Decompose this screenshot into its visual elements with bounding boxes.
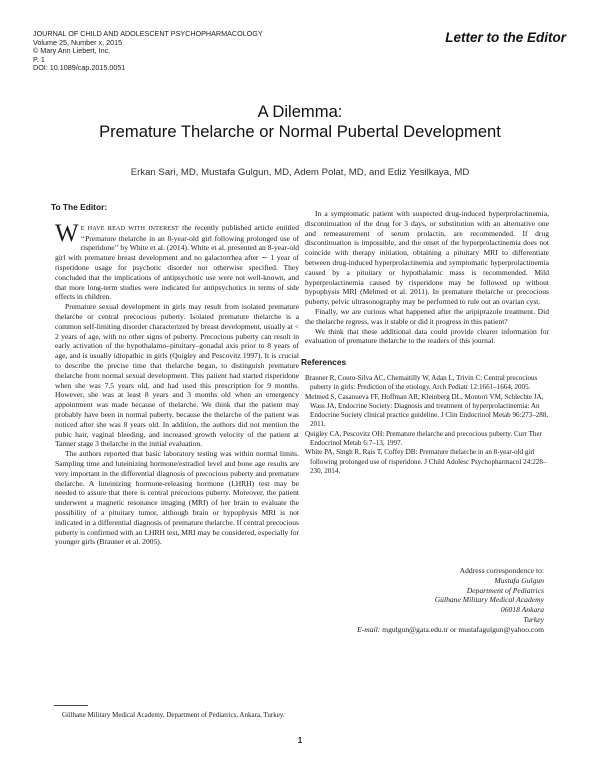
affiliation-footnote: Gülhane Military Medical Academy, Department of Pediatrics, Ankara, Turkey. <box>62 711 285 719</box>
drop-cap: W <box>55 219 79 247</box>
correspondence-country: Turkey <box>523 614 544 624</box>
paragraph-4: In a symptomatic patient with suspected drug-induced hyperprolactinemia, discontinuation of the drug for 3 days, or substitution with an alternative one and remeasurement of serum prolactin, are recommended. If drug discontinuation is impossible, and the onset of the hyperprolactinemia does not coincide with therapy initiation, obtaining a pituitary MRI to differentiate between drug-induced hyperprolactinemia and symptomatic hyperprolactinemia caused by a pituitary or hypothalamic mass is recommended. Mild hyperprolactinemia caused by risperidone may be followed up without hypophysis MRI (Melmed et al. 2011). In premature thelarche or precocious puberty, pelvic ultrasonography may be performed to rule out an ovarian cyst. <box>305 209 549 307</box>
references-heading: References <box>301 357 347 368</box>
salutation: To The Editor: <box>51 202 108 212</box>
left-column <box>51 202 299 547</box>
correspondence-name: Mustafa Gulgun <box>494 575 544 585</box>
paragraph-2: Premature sexual development in girls may result from isolated premature thelarche or central precocious puberty. Isolated premature thelarche is a common self-limiting disorder characterized by breast development, usually at < 2 years of age, with no other signs of puberty. Precocious puberty can result in early activation of the hypothalamo–pituitary–gonadal axis prior to 8 years of age, and is usually idiopathic in girls (Quigley and Pescovitz 1997). It is crucial to describe the precise time that thelarche began, to distinguish premature thelarche from normal sexual development. This patient had started risperidone when she was 7.5 years old, and had used this prescription for 9 months. However, she was at least 8 years and 3 months old when an emergency appointment was made because of thelarche. We think that the patient may probably have been in normal puberty, because the thelarche of the patient was noticed after she was 8 years old. In addition, the authors did not mention the pubic hair, vaginal bleeding, and increased growth velocity of the patient at Tanner stage 3 thelarche in the initial evaluation. <box>55 302 299 449</box>
paragraph-1 <box>55 219 299 302</box>
copyright-line: © Mary Ann Liebert, Inc. <box>33 46 111 56</box>
right-column <box>301 209 549 476</box>
doi-line: DOI: 10.1089/cap.2015.0051 <box>33 63 126 73</box>
article-title-line1: A Dilemma: <box>257 102 343 121</box>
email-address[interactable]: mgulgun@gata.edu.tr or mustafagulgun@yahoo.com <box>380 624 544 634</box>
paragraph-1-text: the recently published article entitled ‘‘Premature thelarche in an 8-year-old girl following prolonged use of risperidone’’ by White et al. (2014). White et al. presented an 8-year-old girl with premature breast development and no galactorrhea after ∼ 1 year of risperidone usage for psychotic disorder not otherwise specified. They concluded that the implications of antipsychotic use were not well-known, and that more long-term studies were indicated for antipsychotics in terms of side effects in children. <box>55 222 299 302</box>
correspondence-label: Address correspondence to: <box>459 566 544 575</box>
correspondence-institution: Gülhane Military Medical Academy <box>434 595 544 605</box>
email-label: E-mail: <box>357 624 381 634</box>
paragraph-3: The authors reported that basic laboratory testing was within normal limits. Sampling time and luteinizing hormone/estradiol level and bone age results are very important in the differential diagnosis of precocious puberty and premature thelarche. A luteinizing hormone-releasing hormone (LHRH) test may be needed to assure that there is central precocious puberty. Moreover, the patient underwent a magnetic resonance imaging (MRI) of her brain to evaluate the possibility of a pituitary tumor, although brain or hypophysis MRI is not indicated in a differential diagnosis of premature thelarche. If central precocious puberty is confirmed with an LHRH test, MRI may be considered, especially for younger girls (Brauner et al. 2005). <box>55 449 299 547</box>
correspondence-city: 06018 Ankara <box>500 605 544 615</box>
correspondence-address <box>357 566 544 635</box>
reference-item: White PA, Singh R, Rais T, Coffey DB: Premature thelarche in an 8-year-old girl following prolonged use of risperidone. J Child Adolesc Psychopharmacol 24:228–230, 2014. <box>305 448 547 475</box>
journal-name: JOURNAL OF CHILD AND ADOLESCENT PSYCHOPHARMACOLOGY <box>33 29 263 38</box>
journal-header <box>33 30 363 73</box>
author-list: Erkan Sari, MD, Mustafa Gulgun, MD, Adem Polat, MD, and Ediz Yesilkaya, MD <box>130 167 470 178</box>
paragraph-5: Finally, we are curious what happened after the aripiprazole treatment. Did the thelarche regress, was it stable or did it progress in this patient? <box>305 306 549 326</box>
reference-item: Quigley CA, Pescovitz OH: Premature thelarche and precocious puberty. Curr Ther Endocrinol Metab 6:7–13, 1997. <box>305 429 542 448</box>
journal-volume: Volume 25, Number x, 2015 <box>33 37 123 47</box>
footnote-divider <box>54 705 88 706</box>
article-title-line2: Premature Thelarche or Normal Pubertal Development <box>99 122 501 141</box>
paragraph-6: We think that these additional data could provide clearer information for evaluation of premature thelarche to the readers of this journal. <box>305 326 549 346</box>
page-number: 1 <box>297 736 303 745</box>
page-range: P. 1 <box>33 54 45 64</box>
reference-item: Melmed S, Casanueva FF, Hoffman AR, Kleinberg DL, Montori VM, Schlechte JA, Wass JA, Endocrine Society: Diagnosis and treatment of hyperprolactinemia: An Endocrine Society clinical practice guideline. J Clin Endocrinol Metab 96:273–288, 2011. <box>305 392 549 429</box>
correspondence-email-line <box>357 625 544 635</box>
lead-in-smallcaps: E HAVE READ WITH INTEREST <box>80 224 180 232</box>
correspondence-department: Department of Pediatrics <box>466 585 544 595</box>
section-label: Letter to the Editor <box>445 30 566 45</box>
reference-item: Brauner R, Couto-Silva AC, Chemaitilly W, Adan L, Trivin C: Central precocious puberty in girls: Prediction of the etiology. Arch Pediatr 12:1661–1664, 2005. <box>305 373 538 392</box>
